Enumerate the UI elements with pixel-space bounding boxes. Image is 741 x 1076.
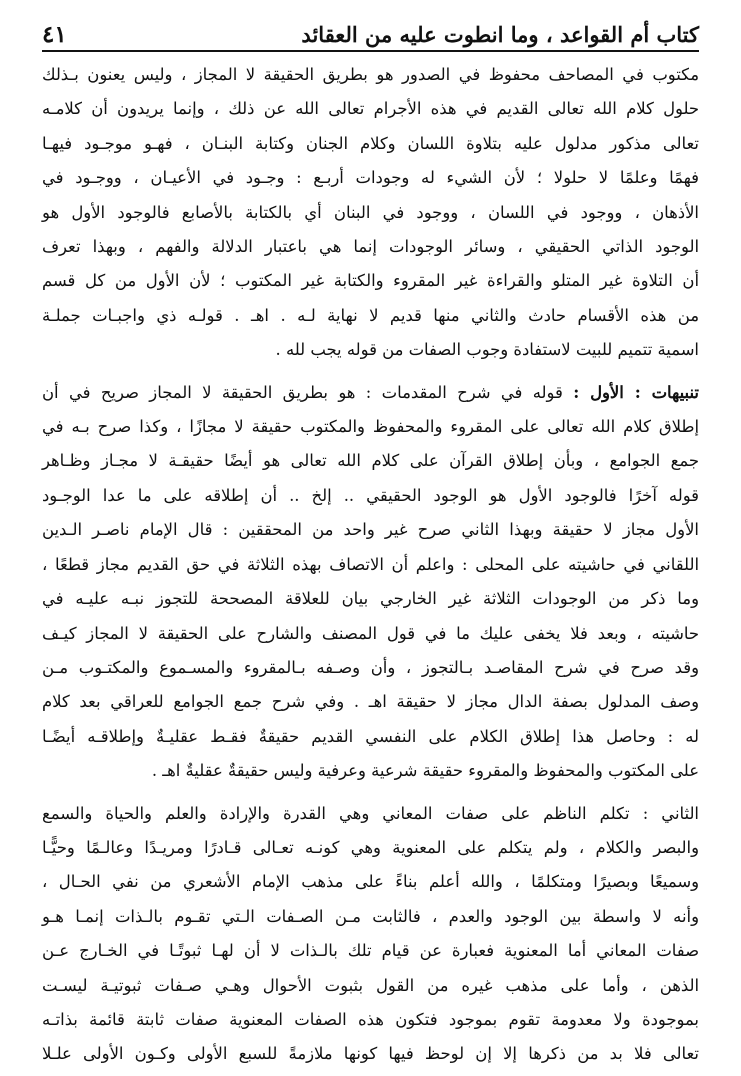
text-run: تكلم الناظم على صفات المعاني وهي القدرة والإرادة والعلم والحياة والسمع <box>42 803 643 823</box>
text-line: تعالى مذكور مدلول عليه بتلاوة اللسان وكلام الجنان وكتابة البنـان ، فهـو موجـود فيهـا <box>42 133 699 153</box>
section-label: الثاني : <box>642 803 699 823</box>
page-body <box>42 58 699 1072</box>
paragraph-3 <box>42 797 699 1072</box>
text-line: جمع الجوامع ، وبأن إطلاق القرآن على كلام الله تعالى هو أيضًا حقيقـة لا مجـاز وظـاهر <box>42 451 699 471</box>
paragraph-1 <box>42 58 699 368</box>
text-line: الأذهان ، ووجود في اللسان ، ووجود في البنان أي بالكتابة بالأصابع فالوجود الأول هو <box>42 202 699 222</box>
text-line: اسمية تتميم للبيت لاستفادة وجوب الصفات من قوله يجب لله . <box>275 340 699 360</box>
text-run: قوله في شرح المقدمات : هو بطريق الحقيقة لا المجاز صريح في أن <box>42 382 574 402</box>
text-line: حلول كلام الله تعالى القديم في هذه الأجرام تعالى الله عن ذلك ، وإنما يريدون أن كلامـه <box>42 99 699 119</box>
text-line: من هذه الأقسام حادث والثاني منها قديم لا نهاية لـه . اهـ . قولـه ذي واجبـات جملـة <box>42 305 699 325</box>
text-line: أن التلاوة غير المتلو والقراءة غير المقروء والكتابة غير المكتوب ؛ لأن الأول من كل قسم <box>42 271 699 291</box>
page-number: ٤١ <box>42 21 67 48</box>
text-line: فهمًا وعلمًا لا حلولا ؛ لأن الشيء له وجودات أربـع : وجـود في الأعيـان ، ووجـود في <box>42 168 699 188</box>
text-line: حاشيته ، وبعد فلا يخفى عليك ما في قول المصنف والشارح على الحقيقة لا المجاز كيـف <box>42 623 699 643</box>
text-line: وصف المدلول بصفة الدال مجاز لا حقيقة اهـ . وفي شرح جمع الجوامع للعراقي بعد كلام <box>42 692 699 712</box>
text-line: إطلاق كلام الله تعالى على المقروء والمحفوظ والمكتوب حقيقة لا مجازًا ، وكذا صرح بـه في <box>42 417 699 437</box>
text-line: وأنه لا واسطة بين الوجود والعدم ، فالثابت مـن الصـفات الـتي تقـوم بالـذات إنمـا هـو <box>42 906 699 926</box>
text-line: وسميعًا وبصيرًا ومتكلمًا ، والله أعلم بناءً على مذهب الإمام الأشعري من نفي الحـال ، <box>42 872 699 892</box>
text-line-first <box>42 797 699 831</box>
text-line: الوجود الذاتي الحقيقي ، وسائر الوجودات إنما هي باعتبار الدلالة والفهم ، وبهذا تعرف <box>42 237 699 257</box>
book-title: كتاب أم القواعد ، وما انطوت عليه من العقائد <box>301 22 699 47</box>
text-line: والبصر والكلام ، ولم يتكلم على المعنوية وهي كونـه تعـالى قـادرًا ومريـدًا وعالـمًا وحيًّـا <box>42 837 699 857</box>
text-line: وما ذكر من الوجودات الثلاثة غير الخارجي بيان للعلاقة المصححة للتجوز نبـه عليـه في <box>42 589 699 609</box>
text-line: صفات المعاني أما المعنوية فعبارة عن قيام تلك بالـذات لا أن لهـا ثبوتًـا في الخـارج عـن <box>42 941 699 961</box>
text-line: مكتوب في المصاحف محفوظ في الصدور هو بطريق الحقيقة لا المجاز ، وليس يعنون بـذلك <box>42 65 699 84</box>
running-header <box>42 16 699 52</box>
text-line: قوله آخرًا فالوجود الأول هو الوجود الحقيقي .. إلخ .. أن إطلاقه على ما عدا الوجـود <box>42 485 699 505</box>
text-line: الأول مجاز لا حقيقة وبهذا الثاني صرح غير واحد من المحققين : قال الإمام ناصـر الـدين <box>42 520 699 540</box>
section-label: تنبيهات : الأول : <box>573 382 699 402</box>
text-line: اللقاني في حاشيته على المحلى : واعلم أن الاتصاف بهذه الثلاثة في حق القديم مجاز قطعًا ، <box>42 554 699 574</box>
text-line: وقد صرح في شرح المقاصـد بـالتجوز ، وأن وصـفه بـالمقروء والمسـموع والمكتـوب مـن <box>42 657 699 677</box>
text-line-first <box>42 376 699 410</box>
text-line: على المكتوب والمحفوظ والمقروء حقيقة شرعية وعرفية وليس حقيقةٌ عقليةٌ اهـ . <box>151 761 699 781</box>
text-line: بموجودة ولا معدومة تقوم بموجود فتكون هذه الصفات المعنوية صفات ثابتة قائمة بذاتـه <box>42 1009 699 1029</box>
paragraph-2 <box>42 376 699 789</box>
text-line: تعالى فلا بد من ذكرها إلا إن لوحظ فيها كونها ملازمةً للسبع الأولى وكـون الأولى علـلا <box>42 1044 699 1064</box>
text-line: الذهن ، وأما على مذهب غيره من القول بثبوت الأحوال وهـي صـفات ثبوتيـة ليسـت <box>42 975 699 995</box>
text-line: له : وحاصل هذا إطلاق الكلام على النفسي القديم حقيقةٌ فقـط عقليـةٌ وإطلاقـه أيضًـا <box>42 726 699 746</box>
